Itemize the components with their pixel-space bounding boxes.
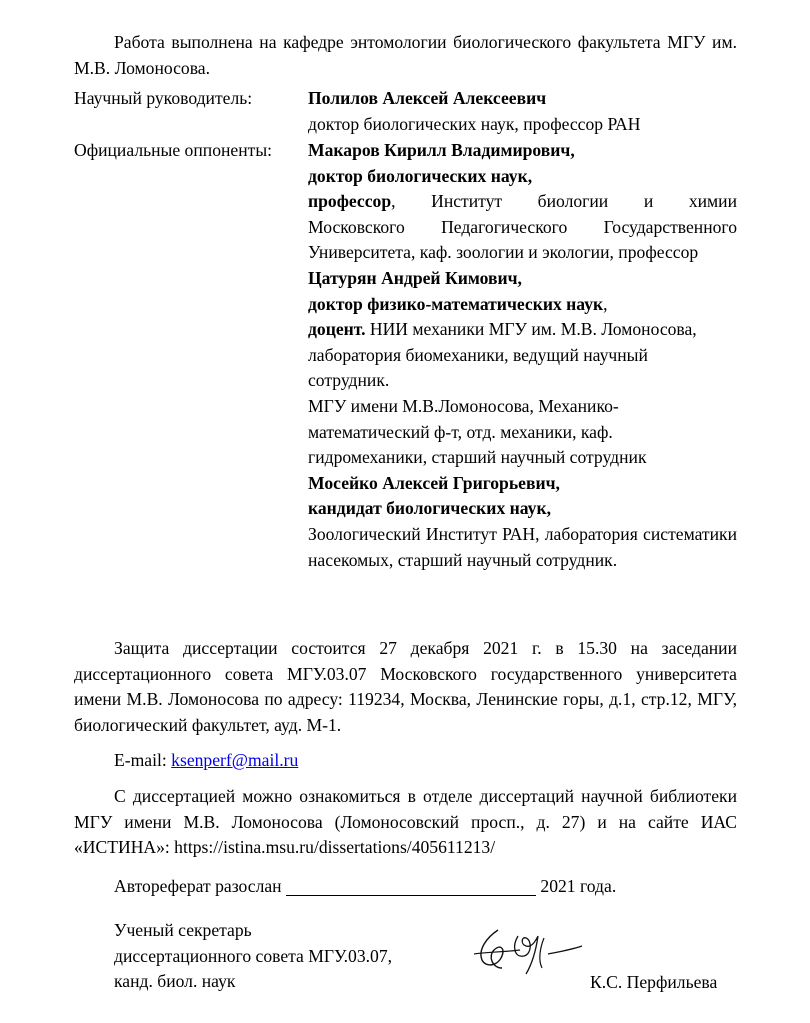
secretary-name: К.С. Перфильева <box>590 972 718 992</box>
opponent-2-name: Цатурян Андрей Кимович, <box>308 267 522 288</box>
opponent-3-degree: кандидат биологических наук, <box>308 498 552 519</box>
opponent-1-rank: профессор <box>308 191 392 212</box>
sent-prefix: Автореферат разослан <box>114 876 286 896</box>
opponent-2-degree-line <box>308 292 737 318</box>
library-paragraph: С диссертацией можно ознакомиться в отделе диссертаций научной библиотеки МГУ имени М.В. Ломоносова (Ломоносовский просп., д. 27) и на сайте ИАС «ИСТИНА»: https://istina.msu.ru/dissertations/405611213/ <box>74 786 737 858</box>
opponent-2-degree-comma: , <box>603 293 608 314</box>
supervisor-name: Полилов Алексей Алексеевич <box>308 88 547 108</box>
handwritten-signature <box>468 916 588 986</box>
opponent-2-affiliation-start: НИИ механики МГУ им. М.В. Ломоносова, <box>365 319 697 340</box>
supervisor-label: Научный руководитель: <box>74 88 253 108</box>
opponent-3-name: Мосейко Алексей Григорьевич, <box>308 472 560 493</box>
opponents-block <box>308 138 737 573</box>
supervisor-title: доктор биологических наук, профессор РАН <box>308 113 641 134</box>
opponent-2-affiliation-line2: лаборатория биомеханики, ведущий научный <box>308 344 648 365</box>
opponent-2-affiliation2-line2: математический ф-т, отд. механики, каф. <box>308 421 613 442</box>
sent-line <box>74 874 737 900</box>
intro-paragraph: Работа выполнена на кафедре энтомологии биологического факультета МГУ им. М.В. Ломоносова. <box>74 32 737 78</box>
opponent-1-name: Макаров Кирилл Владимирович, <box>308 140 575 160</box>
email-line <box>74 748 737 774</box>
email-label: E-mail: <box>114 750 172 770</box>
secretary-line1: Ученый секретарь <box>114 920 252 940</box>
opponent-1-affiliation-first <box>308 189 737 215</box>
secretary-line2: диссертационного совета МГУ.03.07, <box>114 945 393 966</box>
opponent-2-affiliation2-line1: МГУ имени М.В.Ломоносова, Механико- <box>308 395 619 416</box>
opponent-1-affiliation-start: , Институт биологии и химии <box>391 191 737 212</box>
opponent-2-affiliation-line3: сотрудник. <box>308 370 390 391</box>
defense-paragraph: Защита диссертации состоится 27 декабря 2021 г. в 15.30 на заседании диссертационного совета МГУ.03.07 Московского государственного университета имени М.В. Ломоносова по адресу: 119234, Москва, Ленинские горы, д.1, стр.12, МГУ, биологический факультет, ауд. М-1. <box>74 638 737 735</box>
opponent-1-degree: доктор биологических наук, <box>308 165 533 186</box>
opponent-2-degree: доктор физико-математических наук <box>308 293 604 314</box>
opponent-3-affiliation: Зоологический Институт РАН, лаборатория систематики насекомых, старший научный сотрудник. <box>308 523 737 570</box>
opponent-2-affiliation-first <box>308 317 737 343</box>
opponent-2-rank: доцент. <box>308 319 366 340</box>
opponents-label: Официальные оппоненты: <box>74 140 273 160</box>
supervisor-block <box>308 86 737 137</box>
sent-suffix: 2021 года. <box>536 876 617 896</box>
secretary-block <box>114 918 514 995</box>
opponent-2-affiliation2-line3: гидромеханики, старший научный сотрудник <box>308 447 647 468</box>
sent-date-blank <box>286 877 536 896</box>
secretary-line3: канд. биол. наук <box>114 971 236 992</box>
opponent-1-affiliation: Московского Педагогического Государственного Университета, каф. зоологии и экологии, профессор <box>308 216 737 263</box>
email-link[interactable]: ksenperf@mail.ru <box>171 750 299 770</box>
